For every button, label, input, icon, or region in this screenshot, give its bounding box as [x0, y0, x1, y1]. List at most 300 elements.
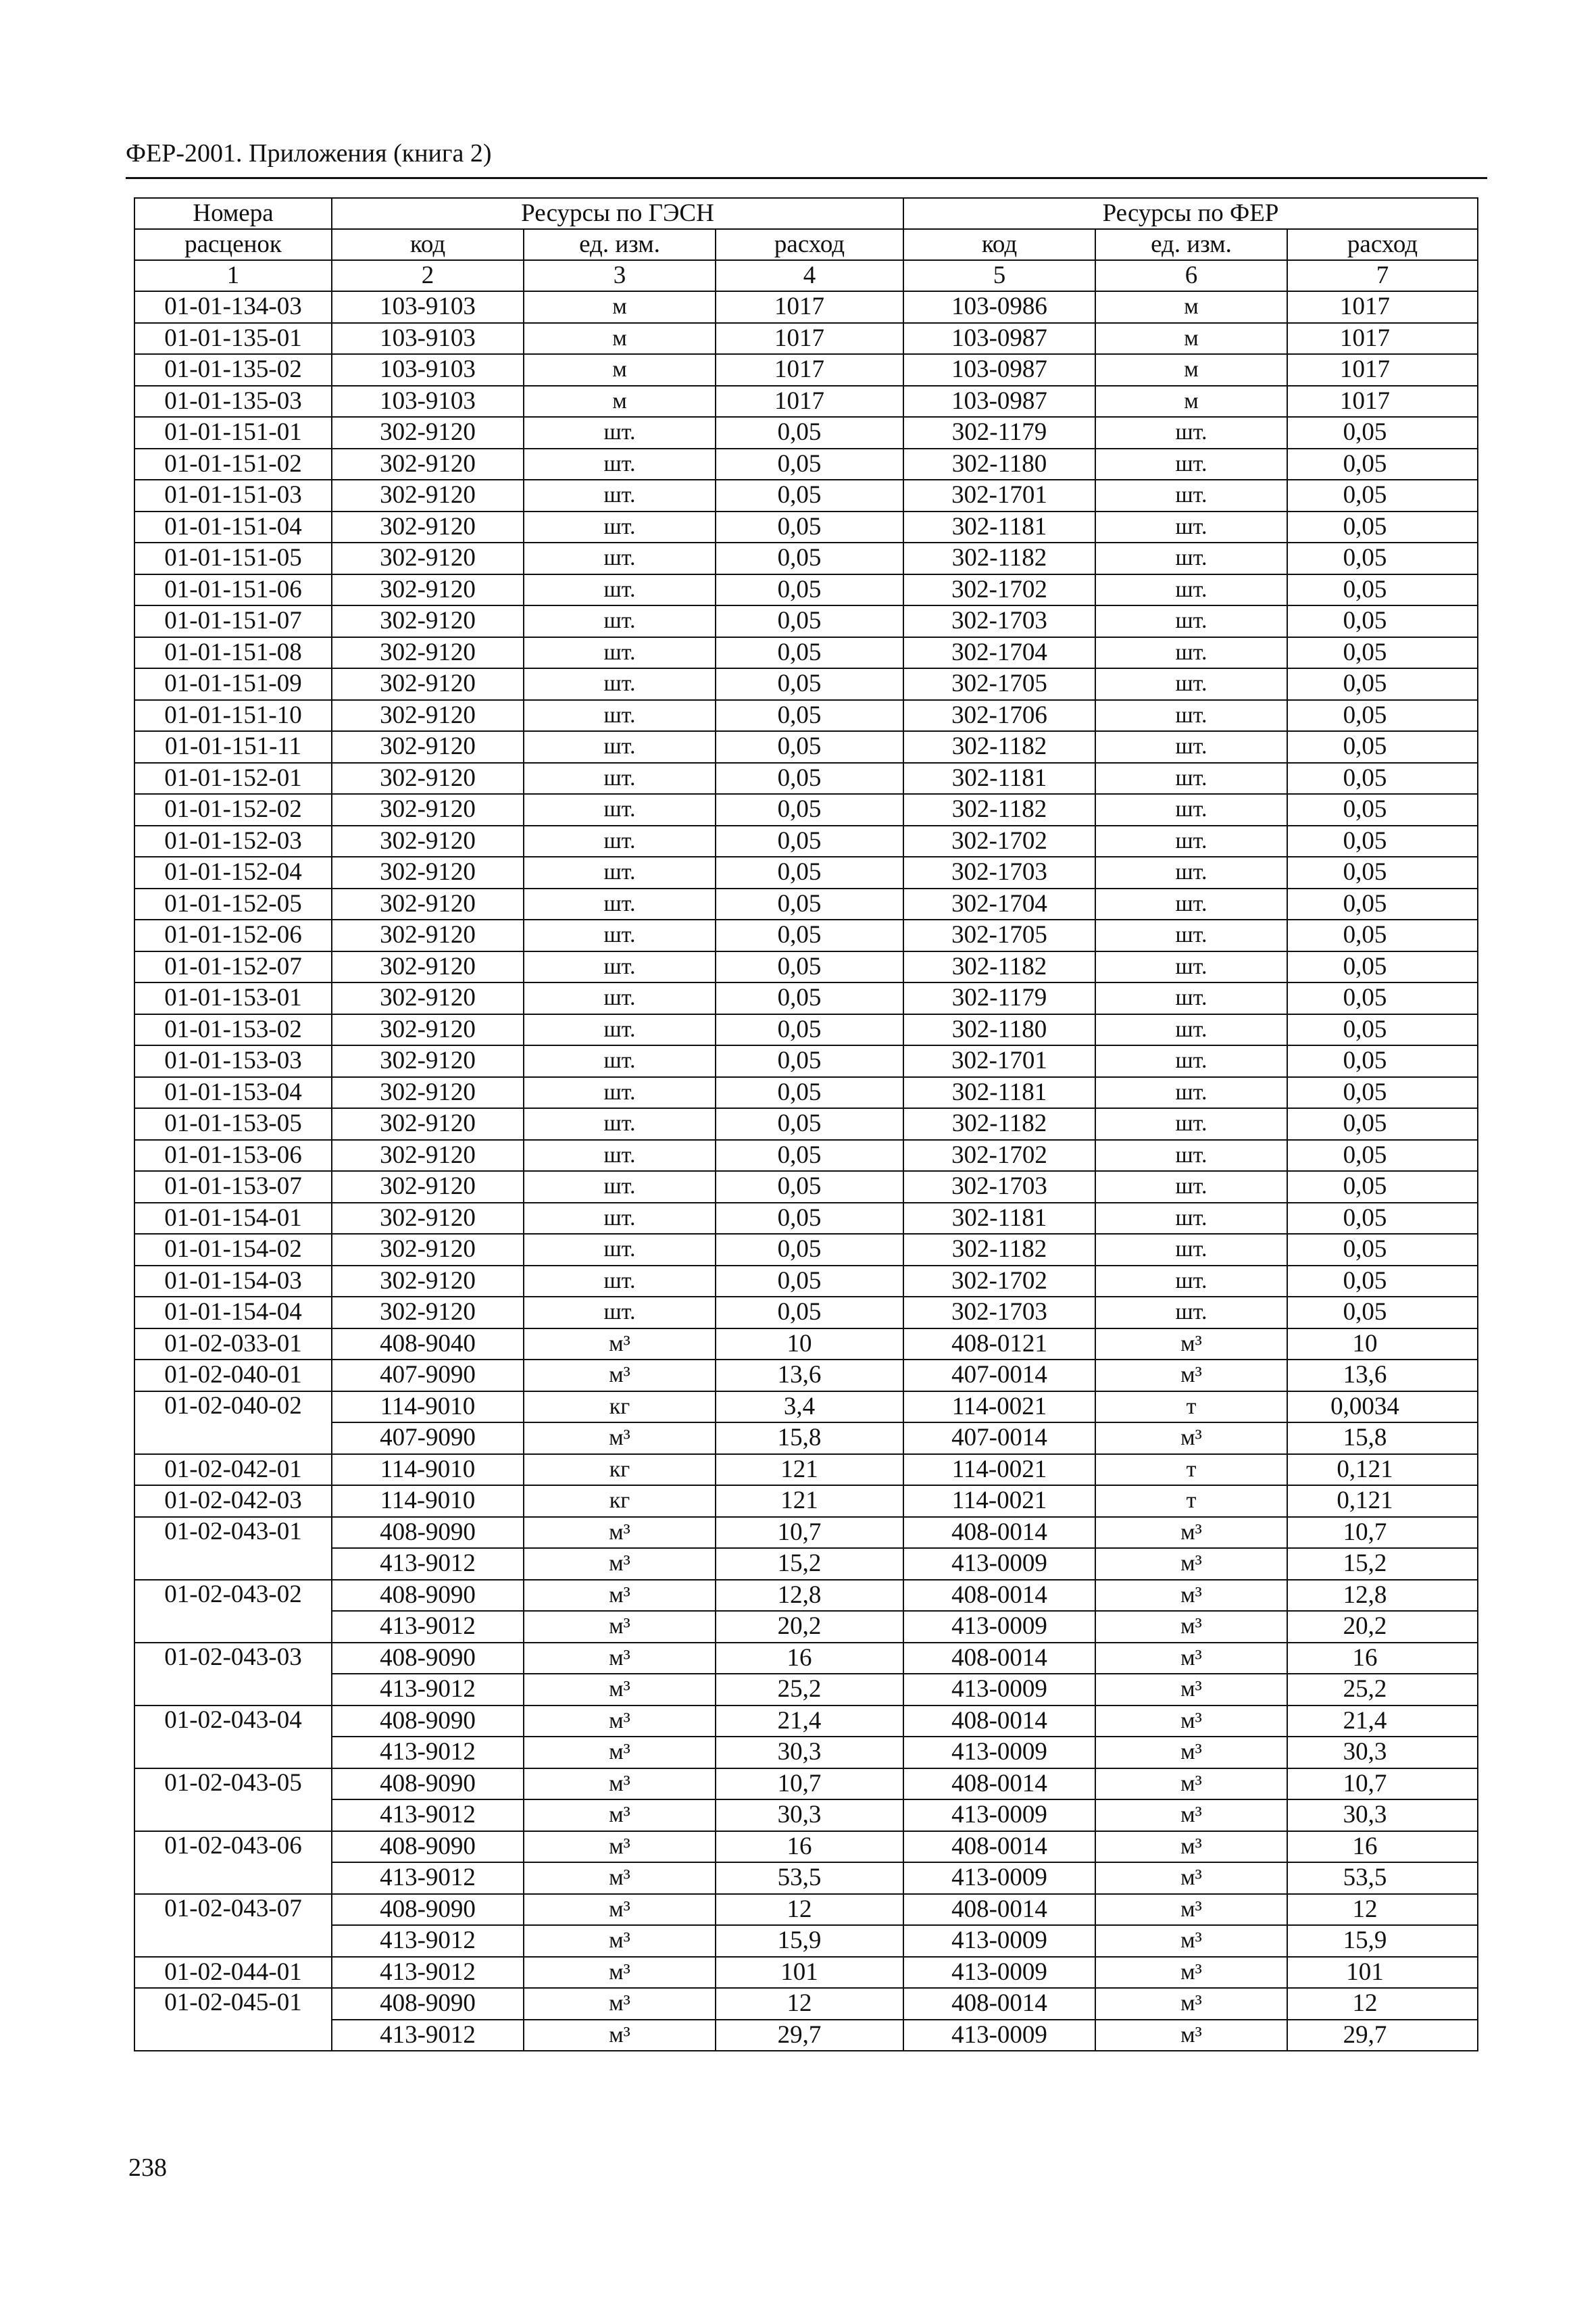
fer-code-cell: 407-0014: [903, 1422, 1095, 1454]
rate-number-cell: 01-02-040-01: [134, 1360, 332, 1391]
fer-unit-cell: шт.: [1095, 1297, 1287, 1328]
table-body: [134, 291, 1478, 2051]
fer-unit-cell: шт.: [1095, 920, 1287, 951]
fer-code-cell: 302-1182: [903, 951, 1095, 983]
gesn-code-cell: 114-9010: [332, 1391, 524, 1423]
rate-number-cell: 01-01-152-01: [134, 763, 332, 795]
gesn-code-cell: 408-9090: [332, 1768, 524, 1800]
table-row: [134, 1422, 1478, 1454]
fer-qty-cell: 10,7: [1287, 1768, 1478, 1800]
header-col-num: 5: [903, 260, 1095, 291]
fer-qty-cell: 1017: [1287, 323, 1478, 355]
gesn-qty-cell: 0,05: [716, 1140, 903, 1172]
table-row: [134, 982, 1478, 1014]
gesn-qty-cell: 0,05: [716, 920, 903, 951]
rate-number-cell: 01-01-154-04: [134, 1297, 332, 1328]
gesn-unit-cell: м³: [524, 1548, 716, 1580]
table-row: [134, 512, 1478, 543]
fer-qty-cell: 12: [1287, 1988, 1478, 2020]
header-gesn-code: код: [332, 229, 524, 260]
fer-qty-cell: 0,05: [1287, 1234, 1478, 1266]
rate-number-cell: 01-02-043-04: [134, 1706, 332, 1768]
table-row: [134, 323, 1478, 355]
fer-qty-cell: 0,05: [1287, 449, 1478, 480]
fer-qty-cell: 101: [1287, 1957, 1478, 1989]
gesn-qty-cell: 0,05: [716, 731, 903, 763]
gesn-qty-cell: 12: [716, 1894, 903, 1926]
gesn-qty-cell: 1017: [716, 386, 903, 418]
gesn-unit-cell: шт.: [524, 480, 716, 512]
fer-unit-cell: шт.: [1095, 637, 1287, 669]
gesn-qty-cell: 0,05: [716, 982, 903, 1014]
gesn-qty-cell: 0,05: [716, 889, 903, 920]
table-row: [134, 1611, 1478, 1643]
fer-qty-cell: 15,2: [1287, 1548, 1478, 1580]
gesn-code-cell: 302-9120: [332, 731, 524, 763]
fer-unit-cell: м³: [1095, 1894, 1287, 1926]
rate-number-cell: 01-02-045-01: [134, 1988, 332, 2051]
fer-unit-cell: м³: [1095, 1925, 1287, 1957]
table-row: [134, 763, 1478, 795]
fer-code-cell: 413-0009: [903, 1862, 1095, 1894]
fer-qty-cell: 0,05: [1287, 700, 1478, 732]
gesn-unit-cell: шт.: [524, 857, 716, 889]
table-row: [134, 2020, 1478, 2051]
fer-qty-cell: 0,121: [1287, 1485, 1478, 1517]
gesn-code-cell: 302-9120: [332, 574, 524, 606]
gesn-qty-cell: 101: [716, 1957, 903, 1989]
fer-unit-cell: м: [1095, 354, 1287, 386]
rate-number-cell: 01-01-154-03: [134, 1266, 332, 1297]
gesn-qty-cell: 25,2: [716, 1674, 903, 1706]
fer-code-cell: 302-1702: [903, 1140, 1095, 1172]
table-row: [134, 1737, 1478, 1768]
fer-code-cell: 302-1702: [903, 574, 1095, 606]
gesn-qty-cell: 30,3: [716, 1799, 903, 1831]
header-rate-numbers-line1: Номера: [134, 198, 332, 229]
header-fer-code: код: [903, 229, 1095, 260]
gesn-qty-cell: 0,05: [716, 605, 903, 637]
table-row: [134, 1799, 1478, 1831]
gesn-unit-cell: шт.: [524, 543, 716, 574]
gesn-unit-cell: шт.: [524, 794, 716, 826]
gesn-unit-cell: м³: [524, 1957, 716, 1989]
gesn-unit-cell: м: [524, 323, 716, 355]
gesn-code-cell: 302-9120: [332, 982, 524, 1014]
fer-code-cell: 114-0021: [903, 1454, 1095, 1486]
fer-qty-cell: 12,8: [1287, 1580, 1478, 1612]
fer-unit-cell: шт.: [1095, 951, 1287, 983]
header-col-num: 4: [716, 260, 903, 291]
fer-qty-cell: 30,3: [1287, 1799, 1478, 1831]
gesn-code-cell: 302-9120: [332, 889, 524, 920]
gesn-unit-cell: шт.: [524, 417, 716, 449]
fer-qty-cell: 0,05: [1287, 637, 1478, 669]
table-row: [134, 1171, 1478, 1203]
fer-code-cell: 302-1704: [903, 637, 1095, 669]
gesn-unit-cell: шт.: [524, 951, 716, 983]
fer-qty-cell: 1017: [1287, 291, 1478, 323]
fer-code-cell: 413-0009: [903, 1737, 1095, 1768]
gesn-unit-cell: м³: [524, 1768, 716, 1800]
gesn-qty-cell: 29,7: [716, 2020, 903, 2051]
rate-number-cell: 01-01-151-11: [134, 731, 332, 763]
fer-code-cell: 302-1701: [903, 480, 1095, 512]
gesn-code-cell: 413-9012: [332, 1548, 524, 1580]
table-row: [134, 1140, 1478, 1172]
fer-code-cell: 302-1703: [903, 857, 1095, 889]
gesn-qty-cell: 10,7: [716, 1768, 903, 1800]
gesn-qty-cell: 0,05: [716, 637, 903, 669]
gesn-qty-cell: 0,05: [716, 1108, 903, 1140]
gesn-code-cell: 408-9090: [332, 1988, 524, 2020]
gesn-qty-cell: 0,05: [716, 1234, 903, 1266]
fer-code-cell: 103-0986: [903, 291, 1095, 323]
rate-number-cell: 01-01-153-07: [134, 1171, 332, 1203]
gesn-code-cell: 413-9012: [332, 1799, 524, 1831]
gesn-code-cell: 408-9090: [332, 1706, 524, 1737]
fer-code-cell: 302-1701: [903, 1045, 1095, 1077]
fer-code-cell: 413-0009: [903, 1925, 1095, 1957]
fer-code-cell: 413-0009: [903, 1799, 1095, 1831]
rate-number-cell: 01-01-153-01: [134, 982, 332, 1014]
rate-number-cell: 01-01-151-06: [134, 574, 332, 606]
header-rule: [126, 177, 1487, 179]
table-row: [134, 1517, 1478, 1549]
fer-code-cell: 408-0121: [903, 1328, 1095, 1360]
table-row: [134, 731, 1478, 763]
gesn-code-cell: 408-9090: [332, 1517, 524, 1549]
table-row: [134, 1831, 1478, 1863]
fer-code-cell: 408-0014: [903, 1643, 1095, 1674]
fer-qty-cell: 0,05: [1287, 543, 1478, 574]
gesn-qty-cell: 15,2: [716, 1548, 903, 1580]
gesn-qty-cell: 13,6: [716, 1360, 903, 1391]
fer-code-cell: 302-1182: [903, 1108, 1095, 1140]
fer-qty-cell: 0,05: [1287, 668, 1478, 700]
rate-number-cell: 01-01-152-05: [134, 889, 332, 920]
gesn-unit-cell: шт.: [524, 826, 716, 857]
fer-unit-cell: м³: [1095, 1799, 1287, 1831]
fer-qty-cell: 0,05: [1287, 857, 1478, 889]
gesn-code-cell: 302-9120: [332, 794, 524, 826]
gesn-unit-cell: шт.: [524, 1140, 716, 1172]
rate-number-cell: 01-01-151-03: [134, 480, 332, 512]
fer-unit-cell: шт.: [1095, 449, 1287, 480]
gesn-unit-cell: шт.: [524, 637, 716, 669]
fer-unit-cell: м³: [1095, 1862, 1287, 1894]
rate-number-cell: 01-01-151-01: [134, 417, 332, 449]
gesn-unit-cell: м³: [524, 1799, 716, 1831]
table-row: [134, 1485, 1478, 1517]
fer-code-cell: 408-0014: [903, 1988, 1095, 2020]
fer-code-cell: 302-1181: [903, 763, 1095, 795]
fer-qty-cell: 16: [1287, 1831, 1478, 1863]
fer-code-cell: 408-0014: [903, 1894, 1095, 1926]
fer-unit-cell: т: [1095, 1454, 1287, 1486]
gesn-code-cell: 407-9090: [332, 1360, 524, 1391]
gesn-unit-cell: м³: [524, 1422, 716, 1454]
fer-code-cell: 408-0014: [903, 1706, 1095, 1737]
fer-code-cell: 302-1705: [903, 668, 1095, 700]
gesn-unit-cell: м³: [524, 1580, 716, 1612]
rate-number-cell: 01-02-040-02: [134, 1391, 332, 1454]
gesn-code-cell: 302-9120: [332, 1045, 524, 1077]
fer-code-cell: 302-1703: [903, 605, 1095, 637]
rate-number-cell: 01-02-043-01: [134, 1517, 332, 1580]
gesn-code-cell: 302-9120: [332, 543, 524, 574]
gesn-qty-cell: 0,05: [716, 1171, 903, 1203]
rate-number-cell: 01-02-043-07: [134, 1894, 332, 1957]
table-row: [134, 1360, 1478, 1391]
gesn-qty-cell: 0,05: [716, 668, 903, 700]
gesn-unit-cell: шт.: [524, 982, 716, 1014]
rate-number-cell: 01-02-042-01: [134, 1454, 332, 1486]
header-gesn-unit: ед. изм.: [524, 229, 716, 260]
fer-code-cell: 413-0009: [903, 1548, 1095, 1580]
gesn-qty-cell: 121: [716, 1454, 903, 1486]
fer-qty-cell: 0,05: [1287, 1077, 1478, 1109]
table-row: [134, 1706, 1478, 1737]
table-row: [134, 354, 1478, 386]
table-row: [134, 889, 1478, 920]
gesn-unit-cell: шт.: [524, 731, 716, 763]
rate-number-cell: 01-01-151-05: [134, 543, 332, 574]
fer-unit-cell: шт.: [1095, 1266, 1287, 1297]
fer-unit-cell: шт.: [1095, 1234, 1287, 1266]
fer-qty-cell: 20,2: [1287, 1611, 1478, 1643]
gesn-qty-cell: 1017: [716, 291, 903, 323]
rate-number-cell: 01-01-151-04: [134, 512, 332, 543]
table-row: [134, 1643, 1478, 1674]
gesn-qty-cell: 0,05: [716, 1077, 903, 1109]
gesn-qty-cell: 16: [716, 1831, 903, 1863]
table-row: [134, 920, 1478, 951]
fer-unit-cell: шт.: [1095, 605, 1287, 637]
gesn-qty-cell: 0,05: [716, 574, 903, 606]
page-header-title: ФЕР-2001. Приложения (книга 2): [126, 139, 492, 168]
gesn-qty-cell: 15,8: [716, 1422, 903, 1454]
gesn-qty-cell: 0,05: [716, 794, 903, 826]
fer-qty-cell: 15,8: [1287, 1422, 1478, 1454]
fer-qty-cell: 0,05: [1287, 1045, 1478, 1077]
gesn-code-cell: 413-9012: [332, 1925, 524, 1957]
gesn-qty-cell: 21,4: [716, 1706, 903, 1737]
fer-code-cell: 413-0009: [903, 2020, 1095, 2051]
fer-unit-cell: м³: [1095, 1706, 1287, 1737]
table-row: [134, 637, 1478, 669]
fer-unit-cell: шт.: [1095, 512, 1287, 543]
gesn-unit-cell: м³: [524, 1517, 716, 1549]
gesn-unit-cell: шт.: [524, 1234, 716, 1266]
gesn-unit-cell: м³: [524, 1831, 716, 1863]
gesn-qty-cell: 0,05: [716, 951, 903, 983]
fer-unit-cell: м³: [1095, 1422, 1287, 1454]
table-row: [134, 1768, 1478, 1800]
gesn-code-cell: 114-9010: [332, 1485, 524, 1517]
gesn-qty-cell: 0,05: [716, 857, 903, 889]
gesn-code-cell: 302-9120: [332, 668, 524, 700]
fer-code-cell: 103-0987: [903, 386, 1095, 418]
gesn-code-cell: 302-9120: [332, 1266, 524, 1297]
fer-code-cell: 302-1702: [903, 826, 1095, 857]
gesn-code-cell: 413-9012: [332, 1862, 524, 1894]
table-row: [134, 1957, 1478, 1989]
fer-code-cell: 103-0987: [903, 323, 1095, 355]
gesn-unit-cell: м: [524, 386, 716, 418]
table-row: [134, 857, 1478, 889]
gesn-code-cell: 302-9120: [332, 920, 524, 951]
fer-unit-cell: м: [1095, 291, 1287, 323]
gesn-qty-cell: 12,8: [716, 1580, 903, 1612]
gesn-code-cell: 408-9090: [332, 1580, 524, 1612]
fer-unit-cell: шт.: [1095, 480, 1287, 512]
gesn-unit-cell: м: [524, 291, 716, 323]
rate-number-cell: 01-02-043-06: [134, 1831, 332, 1894]
rate-number-cell: 01-01-135-01: [134, 323, 332, 355]
gesn-unit-cell: шт.: [524, 1014, 716, 1046]
gesn-unit-cell: шт.: [524, 1108, 716, 1140]
gesn-code-cell: 302-9120: [332, 417, 524, 449]
fer-unit-cell: м³: [1095, 1548, 1287, 1580]
fer-unit-cell: шт.: [1095, 417, 1287, 449]
fer-unit-cell: шт.: [1095, 1077, 1287, 1109]
fer-unit-cell: м³: [1095, 2020, 1287, 2051]
table-row: [134, 1077, 1478, 1109]
fer-unit-cell: т: [1095, 1485, 1287, 1517]
gesn-code-cell: 302-9120: [332, 1297, 524, 1328]
gesn-code-cell: 302-9120: [332, 951, 524, 983]
fer-code-cell: 408-0014: [903, 1768, 1095, 1800]
fer-unit-cell: шт.: [1095, 1045, 1287, 1077]
rate-number-cell: 01-01-134-03: [134, 291, 332, 323]
rate-number-cell: 01-02-043-03: [134, 1643, 332, 1706]
gesn-qty-cell: 0,05: [716, 1045, 903, 1077]
gesn-code-cell: 302-9120: [332, 512, 524, 543]
gesn-unit-cell: шт.: [524, 763, 716, 795]
fer-unit-cell: шт.: [1095, 763, 1287, 795]
fer-qty-cell: 0,05: [1287, 417, 1478, 449]
gesn-qty-cell: 0,05: [716, 1297, 903, 1328]
gesn-code-cell: 408-9090: [332, 1831, 524, 1863]
fer-qty-cell: 0,05: [1287, 1171, 1478, 1203]
rate-number-cell: 01-01-151-09: [134, 668, 332, 700]
fer-qty-cell: 53,5: [1287, 1862, 1478, 1894]
gesn-unit-cell: кг: [524, 1391, 716, 1423]
fer-qty-cell: 15,9: [1287, 1925, 1478, 1957]
gesn-code-cell: 302-9120: [332, 480, 524, 512]
fer-unit-cell: шт.: [1095, 889, 1287, 920]
gesn-qty-cell: 3,4: [716, 1391, 903, 1423]
rate-number-cell: 01-01-152-04: [134, 857, 332, 889]
gesn-code-cell: 103-9103: [332, 291, 524, 323]
fer-unit-cell: шт.: [1095, 731, 1287, 763]
gesn-unit-cell: шт.: [524, 512, 716, 543]
gesn-qty-cell: 0,05: [716, 700, 903, 732]
fer-qty-cell: 16: [1287, 1643, 1478, 1674]
fer-qty-cell: 0,0034: [1287, 1391, 1478, 1423]
gesn-qty-cell: 0,05: [716, 1203, 903, 1235]
gesn-qty-cell: 10,7: [716, 1517, 903, 1549]
gesn-code-cell: 407-9090: [332, 1422, 524, 1454]
rate-number-cell: 01-01-153-06: [134, 1140, 332, 1172]
gesn-unit-cell: м³: [524, 1643, 716, 1674]
table-row: [134, 1674, 1478, 1706]
fer-qty-cell: 13,6: [1287, 1360, 1478, 1391]
table-row: [134, 605, 1478, 637]
fer-code-cell: 413-0009: [903, 1674, 1095, 1706]
gesn-qty-cell: 1017: [716, 323, 903, 355]
fer-qty-cell: 0,05: [1287, 1203, 1478, 1235]
rate-number-cell: 01-01-152-03: [134, 826, 332, 857]
fer-unit-cell: шт.: [1095, 668, 1287, 700]
fer-qty-cell: 0,05: [1287, 480, 1478, 512]
fer-qty-cell: 29,7: [1287, 2020, 1478, 2051]
fer-qty-cell: 0,05: [1287, 512, 1478, 543]
fer-qty-cell: 0,05: [1287, 794, 1478, 826]
fer-unit-cell: м³: [1095, 1328, 1287, 1360]
gesn-unit-cell: шт.: [524, 1171, 716, 1203]
fer-qty-cell: 0,05: [1287, 951, 1478, 983]
rate-number-cell: 01-01-151-02: [134, 449, 332, 480]
gesn-code-cell: 302-9120: [332, 1203, 524, 1235]
gesn-code-cell: 302-9120: [332, 1234, 524, 1266]
header-col-num: 7: [1287, 260, 1478, 291]
gesn-unit-cell: шт.: [524, 1203, 716, 1235]
fer-code-cell: 302-1181: [903, 1203, 1095, 1235]
gesn-qty-cell: 0,05: [716, 417, 903, 449]
header-rate-numbers-line2: расценок: [134, 229, 332, 260]
fer-qty-cell: 30,3: [1287, 1737, 1478, 1768]
gesn-qty-cell: 53,5: [716, 1862, 903, 1894]
table-row: [134, 386, 1478, 418]
table-row: [134, 1548, 1478, 1580]
table-row: [134, 668, 1478, 700]
gesn-unit-cell: м³: [524, 1360, 716, 1391]
fer-qty-cell: 0,05: [1287, 982, 1478, 1014]
gesn-unit-cell: шт.: [524, 668, 716, 700]
table-row: [134, 1862, 1478, 1894]
page-number: 238: [128, 2154, 167, 2182]
gesn-unit-cell: м³: [524, 1611, 716, 1643]
gesn-code-cell: 408-9090: [332, 1894, 524, 1926]
table-row: [134, 1297, 1478, 1328]
table-row: [134, 449, 1478, 480]
fer-code-cell: 302-1181: [903, 512, 1095, 543]
fer-code-cell: 302-1702: [903, 1266, 1095, 1297]
fer-code-cell: 302-1181: [903, 1077, 1095, 1109]
fer-unit-cell: м³: [1095, 1360, 1287, 1391]
gesn-qty-cell: 0,05: [716, 763, 903, 795]
rate-number-cell: 01-01-153-04: [134, 1077, 332, 1109]
header-col-num: 6: [1095, 260, 1287, 291]
fer-code-cell: 408-0014: [903, 1831, 1095, 1863]
fer-unit-cell: шт.: [1095, 1140, 1287, 1172]
gesn-code-cell: 408-9090: [332, 1643, 524, 1674]
fer-code-cell: 413-0009: [903, 1957, 1095, 1989]
gesn-code-cell: 103-9103: [332, 386, 524, 418]
gesn-unit-cell: шт.: [524, 1077, 716, 1109]
gesn-unit-cell: м³: [524, 1894, 716, 1926]
gesn-qty-cell: 16: [716, 1643, 903, 1674]
header-fer-group: Ресурсы по ФЕР: [903, 198, 1478, 229]
fer-qty-cell: 25,2: [1287, 1674, 1478, 1706]
rate-number-cell: 01-01-153-05: [134, 1108, 332, 1140]
gesn-code-cell: 408-9040: [332, 1328, 524, 1360]
fer-unit-cell: шт.: [1095, 826, 1287, 857]
fer-unit-cell: шт.: [1095, 1108, 1287, 1140]
fer-unit-cell: м³: [1095, 1611, 1287, 1643]
